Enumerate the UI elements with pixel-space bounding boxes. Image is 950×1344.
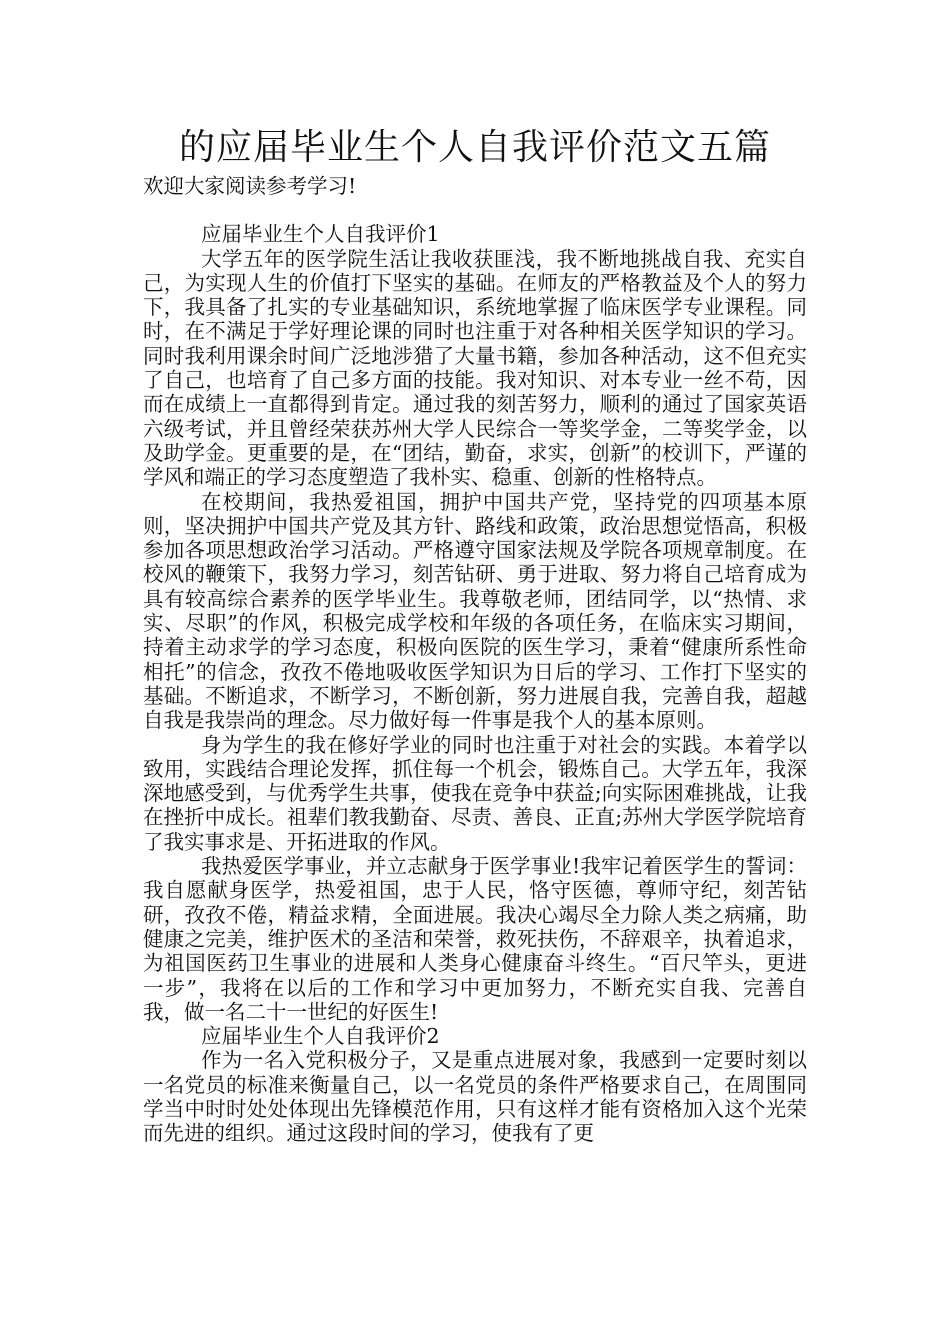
intro-line: 欢迎大家阅读参考学习! [143, 174, 357, 198]
section-1-paragraph-3: 身为学生的我在修好学业的同时也注重于对社会的实践。本着学以致用，实践结合理论发挥，抓住每一个机会，锻炼自己。大学五年，我深深地感受到，与优秀学生共事，使我在竞争中获益;向实际困难挑战，让我在挫折中成长。祖辈们教我勤奋、尽责、善良、正直;苏州大学医学院培育了我实事求是、开拓进取的作风。 [143, 732, 807, 854]
document-title: 的应届毕业生个人自我评价范文五篇 [178, 127, 771, 168]
section-1-paragraph-4: 我热爱医学事业，并立志献身于医学事业!我牢记着医学生的誓词：我自愿献身医学，热爱祖国，忠于人民，恪守医德，尊师守纪，刻苦钻研，孜孜不倦，精益求精，全面进展。我决心竭尽全力除人类之病痛，助健康之完美，维护医术的圣洁和荣誉，救死扶伤，不辞艰辛，执着追求，为祖国医药卫生事业的进展和人类身心健康奋斗终生。“百尺竿头，更进一步”，我将在以后的工作和学习中更加努力，不断充实自我、完善自我，做一名二十一世纪的好医生! [143, 854, 807, 1024]
section-1-paragraph-2: 在校期间，我热爱祖国，拥护中国共产党，坚持党的四项基本原则，坚决拥护中国共产党及其方针、路线和政策，政治思想觉悟高，积极参加各项思想政治学习活动。严格遵守国家法规及学院各项规章制度。在校风的鞭策下，我努力学习，刻苦钻研、勇于进取、努力将自己培育成为具有较高综合素养的医学毕业生。我尊敬老师，团结同学，以“热情、求实、尽职”的作风，积极完成学校和年级的各项任务，在临床实习期间，持着主动求学的学习态度，积极向医院的医生学习，秉着“健康所系性命相托”的信念，孜孜不倦地吸收医学知识为日后的学习、工作打下坚实的基础。不断追求，不断学习，不断创新，努力进展自我，完善自我，超越自我是我崇尚的理念。尽力做好每一件事是我个人的基本原则。 [143, 489, 807, 733]
section-heading-1: 应届毕业生个人自我评价1 [201, 222, 440, 247]
section-1-paragraph-1: 大学五年的医学院生活让我收获匪浅，我不断地挑战自我、充实自己，为实现人生的价值打下坚实的基础。在师友的严格教益及个人的努力下，我具备了扎实的专业基础知识，系统地掌握了临床医学专业课程。同时，在不满足于学好理论课的同时也注重于对各种相关医学知识的学习。同时我利用课余时间广泛地涉猎了大量书籍，参加各种活动，这不但充实了自己，也培育了自己多方面的技能。我对知识、对本专业一丝不苟，因而在成绩上一直都得到肯定。通过我的刻苦努力，顺利的通过了国家英语六级考试，并且曾经荣获苏州大学人民综合一等奖学金，二等奖学金，以及助学金。更重要的是，在“团结，勤奋，求实，创新”的校训下，严谨的学风和端正的学习态度塑造了我朴实、稳重、创新的性格特点。 [143, 246, 807, 490]
section-2-paragraph-1: 作为一名入党积极分子，又是重点进展对象，我感到一定要时刻以一名党员的标准来衡量自己，以一名党员的条件严格要求自己，在周围同学当中时时处处体现出先锋模范作用，只有这样才能有资格加入这个光荣而先进的组织。通过这段时间的学习，使我有了更 [143, 1048, 807, 1146]
section-heading-2: 应届毕业生个人自我评价2 [201, 1024, 440, 1049]
document-body [143, 174, 807, 1146]
